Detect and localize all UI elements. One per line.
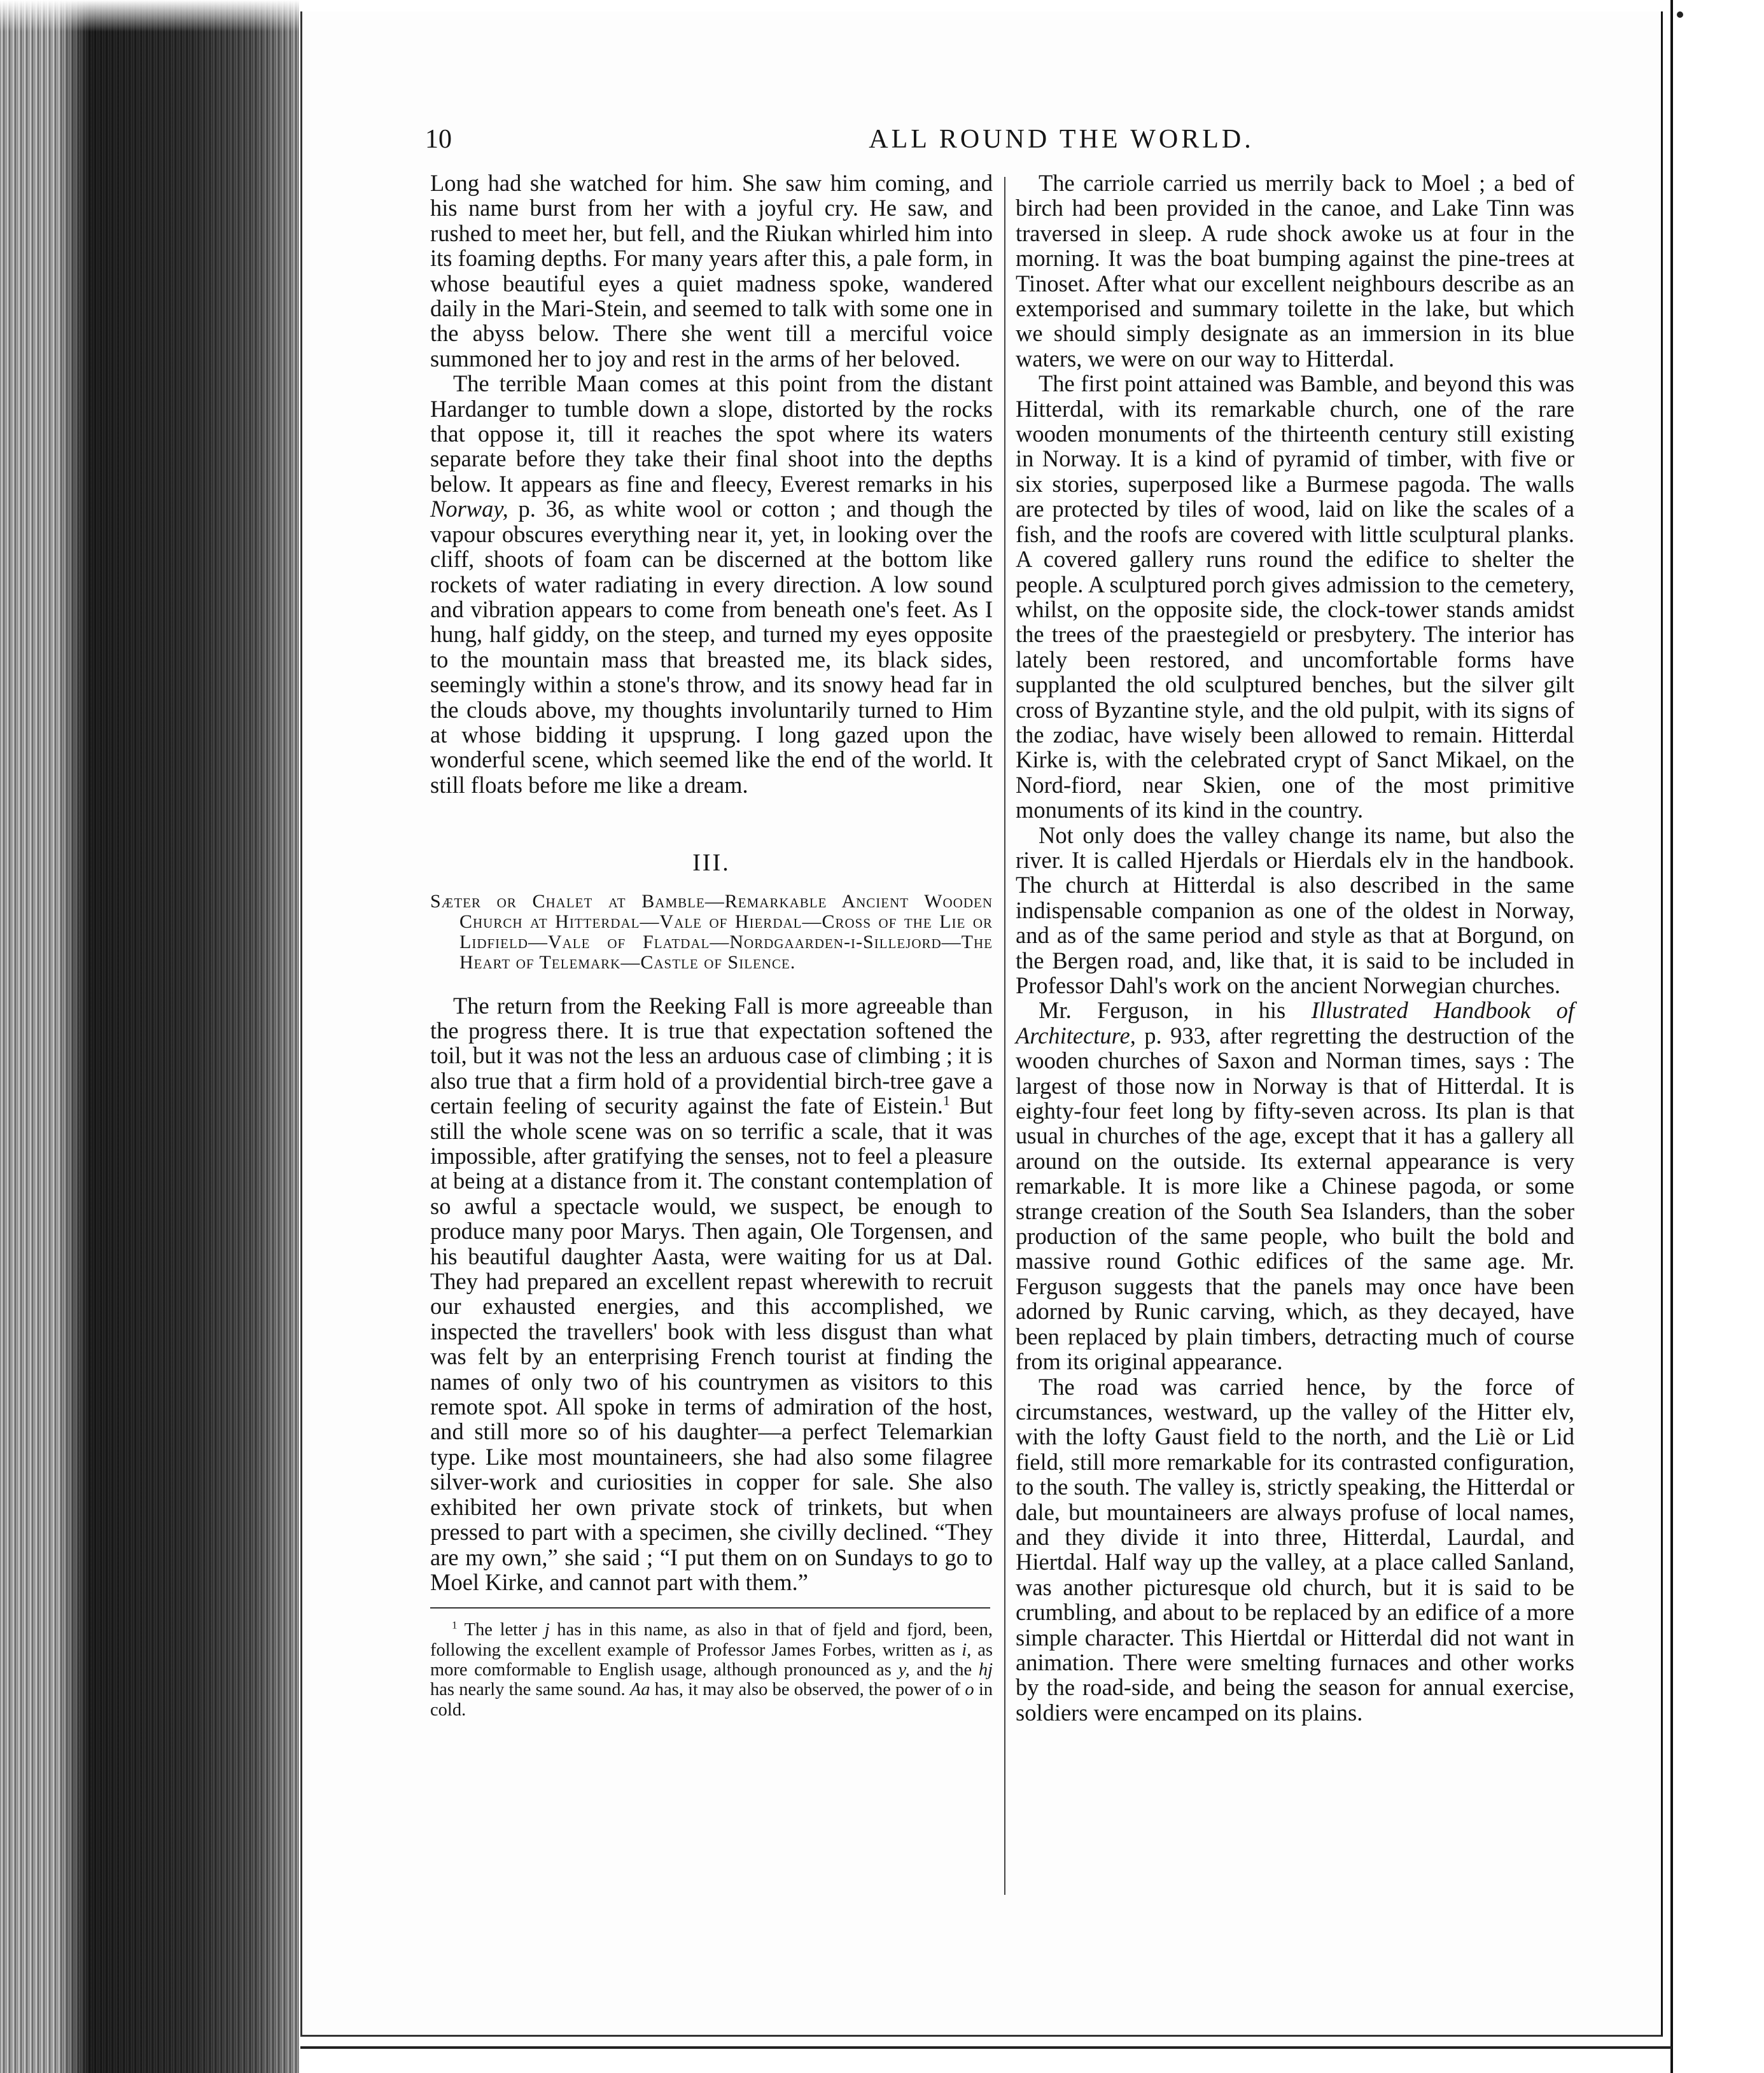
scan-margin xyxy=(0,0,299,32)
book-title-italic: Norway, xyxy=(430,496,508,522)
paragraph: The return from the Reeking Fall is more agreeable than the progress there. It is true that expectation softened the toil, but it was not the less an arduous case of climbing ; it is also true that a firm hold of a providential birch-tree gave a certain feeling of security against the fate of Eistein.$^1$ But still the whole scene was on so terrific a scale, that it was impossible, after gratifying the senses, not to feel a pleasure at being at a distance from it. The constant contemplation of so awful a spectacle would, we suspect, be enough to produce many poor Marys. Then again, Ole Torgensen, and his beautiful daughter Aasta, were waiting for us at Dal. They had prepared an excellent repast wherewith to recruit our exhausted energies, and this accomplished, we inspected the travellers' book with less disgust than what was felt by an enterprising French tourist at finding the names of only two of his countrymen as visitors to this remote spot. All spoke in terms of admiration of the host, and still more so of his daughter—a perfect Telemarkian type. Like most mountaineers, she had also some filagree silver-work and curiosities in copper for sale. She also exhibited her own private stock of trinkets, but when pressed to part with a specimen, she civilly declined. “They are my own,” she said ; “I put them on on Sundays to go to Moel Kirke, and cannot part with them.” xyxy=(430,992,993,1595)
scan-border-right xyxy=(1670,0,1673,2073)
paragraph: The first point attained was Bamble, and beyond this was Hitterdal, with its remarkable church, one of the rare wooden monuments of the thirteenth century still existing in Norway. It is a kind of pyramid of timber, with five or six stories, superposed like a Burmese pagoda. The walls are protected by tiles of wood, laid on like the scales of a fish, and the roofs are covered with little sculptural planks. A covered gallery runs round the edifice to shelter the people. A sculptured porch gives admission to the cemetery, whilst, on the opposite side, the clock-tower stands amidst the trees of the praestegield or presbytery. The interior has lately been restored, and uncomfortable forms have supplanted the old sculptured benches, but the silver gilt cross of Byzantine style, and the old pulpit, with its signs of the zodiac, have wisely been allowed to remain. Hitterdal Kirke is, with the celebrated crypt of Sanct Mikael, on the Nord-fiord, near Skien, one of the most primitive monuments of its kind in the country. xyxy=(1016,370,1574,823)
paragraph: Mr. Ferguson, in his Illustrated Handbook of Architecture, p. 933, after regretting the destruction of the wooden churches of Saxon and Norman times, says : The largest of those now in Norway is that of Hitterdal. It is eighty-four feet long by fifty-seven across. Its plan is that usual in churches of the age, except that it has a gallery all around on the outside. Its external appearance is very remarkable. It is more like a Chinese pagoda, or some strange creation of the South Sea Islanders, than the sober production of the same people, who built the bold and massive round Gothic edifices of the same age. Mr. Ferguson suggests that the panels may once have been adorned by Runic carving, which, as they decayed, have been replaced by plain timbers, detracting much of course from its original appearance. xyxy=(1016,997,1574,1375)
paragraph: Not only does the valley change its name, but also the river. It is called Hjerdals or Hierdals elv in the handbook. The church at Hitterdal is also described in the same indispensable companion as one of the oldest in Norway, and as of the same period and style as that at Borgund, on the Bergen road, and, like that, it is said to be included in Professor Dahl's work on the ancient Norwegian churches. xyxy=(1016,821,1574,998)
page-header xyxy=(425,124,1571,162)
left-column xyxy=(430,171,993,1720)
right-column xyxy=(1016,171,1574,1725)
paragraph: The road was carried hence, by the force of circumstances, westward, up the valley of the Hitter elv, with the lofty Gaust field to the north, and the Liè or Lid field, still more remarkable for its contrasted configuration, to the south. The valley is, strictly speaking, the Hitterdal or dale, but mountaineers are always profuse of local names, and they divide it into three, Hitterdal, Laurdal, and Hiertdal. Half way up the valley, at a place called Sanland, was another picturesque old church, but it is said to be crumbling, and about to be replaced by an edifice of a more simple character. This Hiertdal or Hitterdal did not want in animation. There were smelting furnaces and other works by the road-side, and being the season for annual exercise, soldiers were encamped on its plains. xyxy=(1016,1373,1574,1726)
running-title: ALL ROUND THE WORLD. xyxy=(869,125,1254,154)
scan-border-bottom xyxy=(300,2046,1672,2049)
section-number: III. xyxy=(692,849,731,877)
footnote: $^1$ The letter j has in this name, as also in that of fjeld and fjord, been, following the excellent example of Professor James Forbes, written as i, as more comformable to English usage, although pronounced as y, and the hj has nearly the same sound. Aa has, it may also be observed, the power of o in cold. xyxy=(430,1619,993,1720)
paragraph: The terrible Maan comes at this point from the distant Hardanger to tumble down a slope, distorted by the rocks that oppose it, till it reaches the spot where its waters separate before they take their final shoot into the depths below. It appears as fine and fleecy, Everest remarks in his Norway, p. 36, as white wool or cotton ; and though the vapour obscures everything near it, yet, in looking over the cliff, shoots of foam can be discerned at the bottom like rockets of water radiating in every direction. A low sound and vibration appears to come from beneath one's feet. As I hung, half giddy, on the steep, and turned my eyes opposite to the mountain mass that breasted me, its black sides, seemingly within a stone's throw, and its snowy head far in the clouds above, my thoughts involuntarily turned to Him at whose bidding it upsprung. I long gazed upon the wonderful scene, which seemed like the end of the world. It still floats before me like a dream. xyxy=(430,370,993,798)
book-title-italic: Illustrated Handbook of Architecture, xyxy=(1016,997,1574,1049)
page-number: 10 xyxy=(425,125,452,154)
book-spine-edge xyxy=(0,0,299,2073)
section-summary: Sæter or Chalet at Bamble—Remarkable Ancient Wooden Church at Hitterdal—Vale of Hierdal—Cross of the Lie or Lidfield—Vale of Flatdal—Nordgaarden-i-Sillejord—The Heart of Telemark—Castle of Silence. xyxy=(430,890,993,973)
footnote-reference: 1 xyxy=(942,1092,950,1109)
footnote-divider xyxy=(430,1607,990,1609)
paragraph: The carriole carried us merrily back to Moel ; a bed of birch had been provided in the canoe, and Lake Tinn was traversed in sleep. A rude shock awoke us at four in the morning. It was the boat bumping against the pine-trees at Tinoset. After what our excellent neighbours describe as an extemporised and summary toilette in the lake, but which we should simply designate as an immersion in its blue waters, we were on our way to Hitterdal. xyxy=(1016,170,1574,372)
scan-speck xyxy=(1677,11,1683,18)
paragraph: Long had she watched for him. She saw him coming, and his name burst from her with a joyful cry. He saw, and rushed to meet her, but fell, and the Riukan whirled him into its foaming depths. For many years after this, a pale form, in whose beautiful eyes a quiet madness spoke, wandered daily in the Mari-Stein, and seemed to talk with some one in the abyss below. There she went till a merciful voice summoned her to joy and rest in the arms of her beloved. xyxy=(430,170,993,372)
column-divider xyxy=(1004,177,1005,1895)
